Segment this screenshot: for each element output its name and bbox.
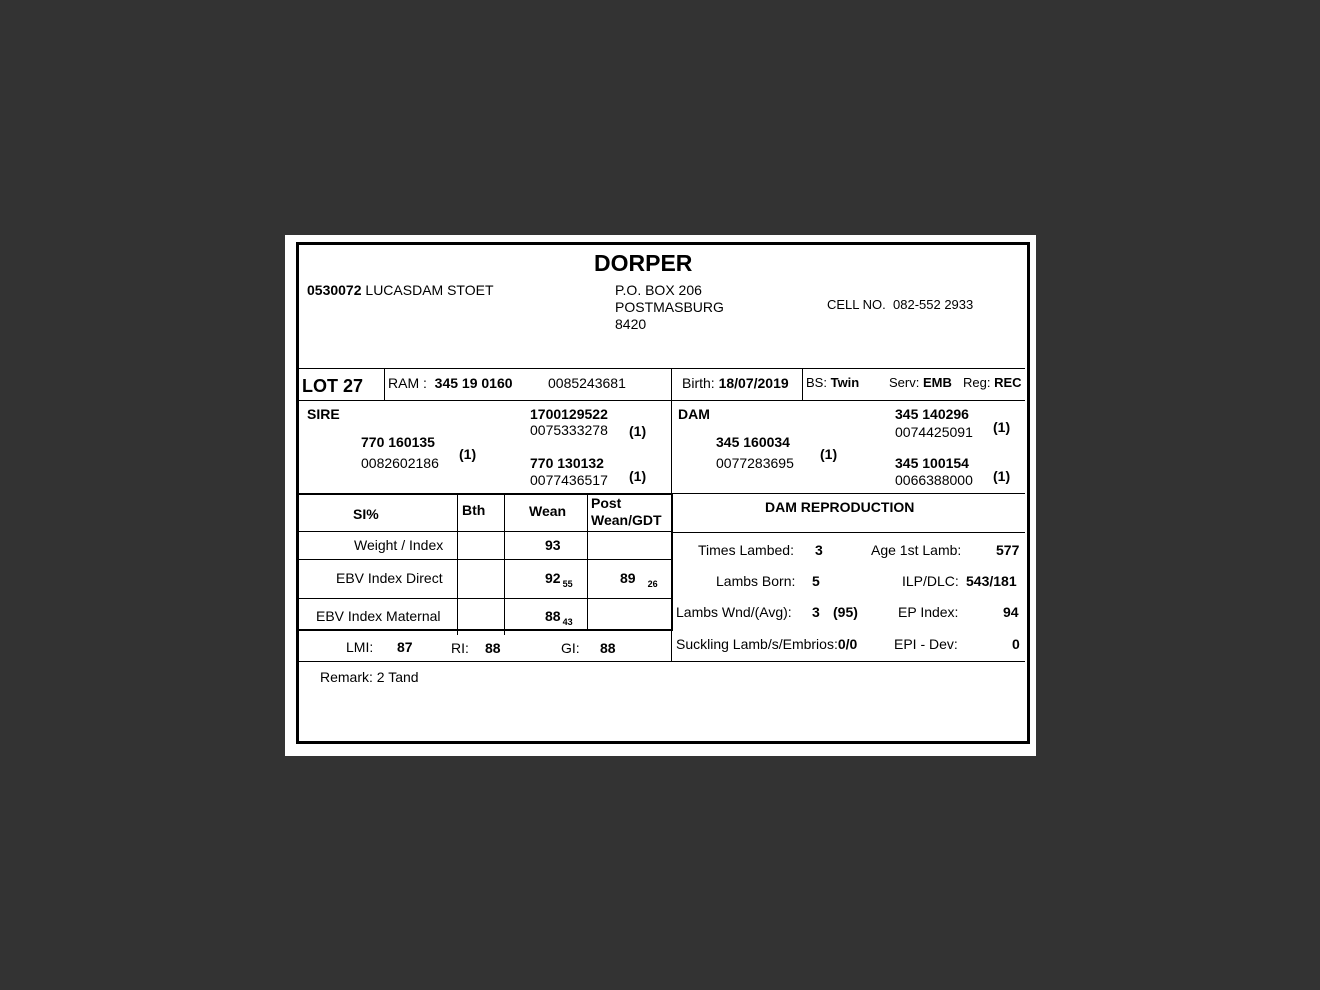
suckling-value: 0/0 [837, 636, 858, 652]
ebv-direct-wean-accuracy: 55 [562, 579, 573, 589]
dam-sire-reg: 0074425091 [895, 424, 973, 440]
si-header: SI% [353, 506, 379, 522]
divider-lot [384, 368, 385, 400]
ebv-direct-post-accuracy: 26 [647, 579, 658, 589]
address-line-2: POSTMASBURG [615, 299, 724, 315]
row-weight-index-label: Weight / Index [354, 537, 444, 553]
dam-dam-flag: (1) [993, 468, 1011, 484]
birth-value: 18/07/2019 [718, 375, 789, 391]
lambs-weaned-label: Lambs Wnd/(Avg): [676, 604, 792, 620]
birth-date [682, 375, 789, 391]
ebv-maternal-wean-value: 88 [545, 608, 561, 624]
sire-sire-flag: (1) [629, 423, 647, 439]
dam-sire-id: 345 140296 [895, 406, 969, 422]
lmi-label: LMI: [346, 639, 374, 655]
sire-dam-reg: 0077436517 [530, 472, 608, 488]
ri-value: 88 [485, 640, 501, 656]
post-header: Post [591, 495, 622, 511]
si-col-3 [587, 495, 588, 629]
cell-value: 082-552 2933 [893, 297, 974, 312]
dam-id: 345 160034 [716, 434, 790, 450]
dam-reg: 0077283695 [716, 455, 794, 471]
breeder-line [307, 282, 494, 298]
row-ebv-direct-wean [545, 570, 573, 592]
indices-tick-2 [504, 631, 505, 635]
gi-value: 88 [600, 640, 616, 656]
serv-value: EMB [922, 375, 952, 390]
sire-sire-reg: 0075333278 [530, 422, 608, 438]
ebv-direct-post-value: 89 [620, 570, 636, 586]
indices-tick-1 [457, 631, 458, 635]
wean-header: Wean [529, 503, 567, 519]
birth-status [806, 375, 859, 391]
ebv-direct-wean-value: 92 [545, 570, 561, 586]
ilp-dlc-value: 543/181 [966, 573, 1017, 589]
lambs-born-label: Lambs Born: [716, 573, 796, 589]
lambs-weaned-value: 3 [812, 604, 820, 620]
dam-dam-reg: 0066388000 [895, 472, 973, 488]
breeder-code: 0530072 [307, 282, 362, 298]
row-ebv-maternal-label: EBV Index Maternal [316, 608, 441, 624]
ep-index-label: EP Index: [898, 604, 959, 620]
suckling-label [676, 636, 857, 652]
sire-label: SIRE [307, 406, 340, 422]
epi-dev-value: 0 [1012, 636, 1020, 652]
ram-line [388, 375, 513, 391]
cell-number [827, 297, 973, 313]
bs-value: Twin [830, 375, 860, 390]
si-table-right [671, 493, 673, 631]
breeder-name: LUCASDAM STOET [365, 282, 494, 298]
sire-dam-id: 770 130132 [530, 455, 604, 471]
times-lambed-label: Times Lambed: [698, 542, 794, 558]
si-col-1 [457, 495, 458, 629]
row-ebv-direct-post [620, 570, 658, 592]
row-ebv-direct-label: EBV Index Direct [336, 570, 443, 586]
si-rule-3 [299, 598, 671, 599]
sire-sire-id: 1700129522 [530, 406, 608, 422]
gi-label: GI: [561, 640, 580, 656]
dam-dam-id: 345 100154 [895, 455, 969, 471]
sire-reg: 0082602186 [361, 455, 439, 471]
registration-status [963, 375, 1022, 391]
lambs-born-value: 5 [812, 573, 820, 589]
si-table-bottom [298, 629, 673, 631]
row-weight-index-wean: 93 [545, 537, 561, 553]
remark [320, 669, 419, 685]
si-col-2 [504, 495, 505, 629]
bth-header: Bth [462, 502, 486, 518]
sire-id: 770 160135 [361, 434, 435, 450]
row-ebv-maternal-wean [545, 608, 573, 630]
cell-label: CELL NO. [827, 297, 886, 312]
ram-id: 345 19 0160 [434, 375, 513, 391]
lmi-value: 87 [397, 639, 413, 655]
sire-dam-flag: (1) [629, 468, 647, 484]
ram-reg-number: 0085243681 [548, 375, 626, 391]
ilp-dlc-label: ILP/DLC: [902, 573, 959, 589]
bs-label: BS: [806, 375, 827, 390]
divider-center-top [671, 368, 672, 494]
dam-label: DAM [678, 406, 710, 422]
rule-indices-bottom [299, 661, 672, 662]
dam-repro-title: DAM REPRODUCTION [765, 499, 915, 515]
lot-number: LOT 27 [302, 376, 364, 396]
birth-label: Birth: [682, 375, 715, 391]
ri-label: RI: [451, 640, 469, 656]
rule-lot-bottom [299, 400, 1025, 401]
si-rule-2 [299, 559, 671, 560]
reg-value: REC [994, 375, 1022, 390]
address-line-3: 8420 [615, 316, 647, 332]
suckling-label-text: Suckling Lamb/s/Embrios: [676, 636, 838, 652]
reg-label: Reg: [963, 375, 991, 390]
times-lambed-value: 3 [815, 542, 823, 558]
post-wean-gdt-header: Wean/GDT [591, 512, 662, 528]
age-first-lamb-label: Age 1st Lamb: [871, 542, 962, 558]
remark-value: 2 Tand [376, 669, 419, 685]
ep-index-value: 94 [1003, 604, 1019, 620]
ram-label: RAM : [388, 375, 427, 391]
lambs-weaned-avg: (95) [833, 604, 858, 620]
epi-dev-label: EPI - Dev: [894, 636, 958, 652]
divider-birth [802, 368, 803, 400]
rule-lot-top [299, 368, 1025, 369]
age-first-lamb-value: 577 [996, 542, 1020, 558]
address-line-1: P.O. BOX 206 [615, 282, 702, 298]
remark-label: Remark: [320, 669, 373, 685]
sire-flag: (1) [459, 446, 477, 462]
ebv-maternal-wean-accuracy: 43 [562, 617, 573, 627]
rule-repro-title [672, 532, 1025, 533]
breed-title: DORPER [594, 250, 693, 276]
dam-sire-flag: (1) [993, 419, 1011, 435]
rule-repro-bottom [672, 661, 1025, 662]
serv-label: Serv: [889, 375, 920, 390]
service-type [889, 375, 952, 391]
si-rule-1 [299, 531, 671, 532]
dam-flag: (1) [820, 446, 838, 462]
rule-pedigree-bottom [672, 493, 1025, 494]
